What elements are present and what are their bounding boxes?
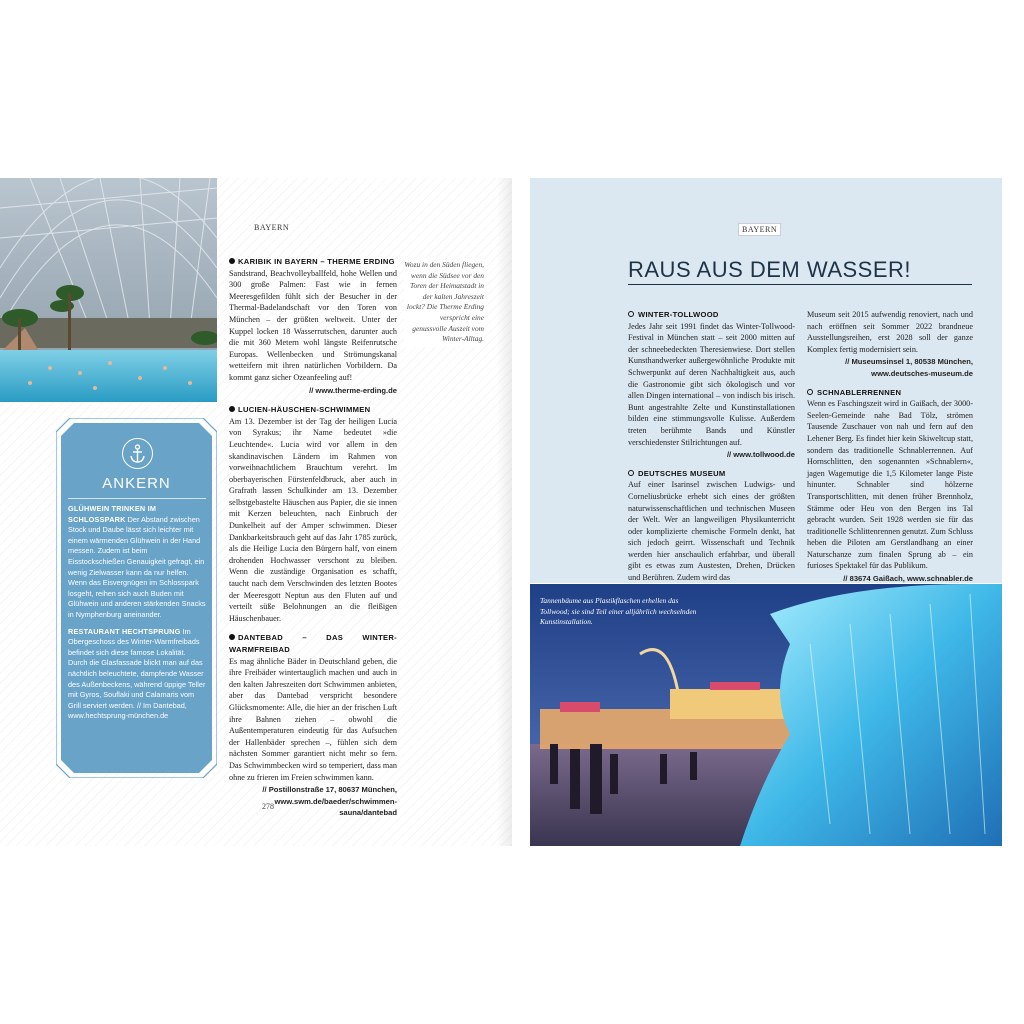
section-heading: WINTER-TOLLWOOD (628, 309, 795, 321)
section-heading: LUCIEN-HÄUSCHEN-SCHWIMMEN (229, 404, 397, 416)
circle-bullet-icon (628, 311, 634, 317)
ankern-item: GLÜHWEIN TRINKEN IM SCHLOSSPARK Der Abstand zwischen Stock und Daube lässt sich leichter mit einem wärmenden Glühwein in der Hand messen. Zudem ist beim Eisstockschießen Genauigkeit gefragt, ein wenig Zielwasser kann da nur helfen. Wenn das Eisvergnügen im Schlosspark losgeht, reihen sich auch Buden mit Glühwein und anderen stärkenden Snacks in Nymphenburg aneinander. (68, 504, 206, 619)
anchor-badge (122, 438, 153, 469)
page-title: RAUS AUS DEM WASSER! (628, 257, 912, 282)
section-heading: KARIBIK IN BAYERN – THERME ERDING (229, 256, 397, 268)
ankern-link[interactable]: // Im Dantebad, www.hechtsprung-münchen.de (68, 700, 187, 721)
section-link[interactable]: // www.therme-erding.de (309, 385, 397, 395)
book-spread (0, 178, 1024, 846)
bullet-icon (229, 406, 235, 412)
section-heading: DEUTSCHES MUSEUM (628, 468, 795, 480)
title-rule (628, 284, 972, 285)
ankern-item: RESTAURANT HECHTSPRUNG Im Obergeschoss des Winter-Warmfreibads befindet sich diese famose Lokalität. Durch die Glasfassade blickt man auf das nächtlich beleuchtete, dampfende Wasser des Außenbeckens, während üppige Teller mit Gyros, Souflaki und Calamaris vom Grill serviert werden. // Im Dantebad, www.hechtsprung-münchen.de (68, 626, 206, 721)
section-text: Wenn es Faschingszeit wird in Gaißach, der 3000-Seelen-Gemeinde nahe Bad Tölz, strömen Tausende Zuschauer von nah und fern auf den Lehener Berg. Es findet hier kein Skiweltcup statt, sondern das traditionelle Schnablerrennen. Auf Hornschlitten, den sogenannten »Schnablern«, jagen Wagemutige die 1,5 Kilometer lange Piste hinunter. Schnabler sind hölzerne Transportschlitten, mit denen früher Brennholz, Stämme oder Heu von den Bergen ins Tal gebracht wurden. Seit 1928 werden sie für das traditionelle Schlittenrennen genutzt. Zum Schluss heben die Piloten am Gerstlandhang an einer Naturschanze zum finalen Sprung ab – ein furioses Spektakel für das Publikum. (807, 399, 973, 571)
running-head: BAYERN (738, 223, 781, 236)
section-heading: DANTEBAD – DAS WINTER-WARMFREIBAD (229, 633, 397, 654)
section-link[interactable]: // Postillonstraße 17, 80637 München, www.swm.de/baeder/schwimmen-sauna/dantebad (262, 785, 397, 818)
bullet-icon (229, 634, 235, 640)
section-link[interactable]: // Museumsinsel 1, 80538 München, www.deutsches-museum.de (845, 357, 973, 378)
running-head: BAYERN (254, 223, 290, 232)
section-link[interactable]: // www.tollwood.de (726, 450, 795, 460)
section-link[interactable]: // 83674 Gaißach, www.schnabler.de (843, 574, 973, 584)
anchor-icon (123, 439, 152, 468)
section-text: Am 13. Dezember ist der Tag der heiligen Lucia von Syrakus; ihr Name bedeutet »die Leuchtende«. Lucia wird vor allem in den skandinavischen Ländern im Rahmen von vorweihnachtlichem Brauchtum verehrt. Im oberbayerischen Fürstenfeldbruck, aber auch in Grafrath lassen Schulkinder am 13. Dezember selbstgebastelte Häuschen aus Papier, die sie innen mit Kerzen beleuchten, nach Einbruch der Dunkelheit auf der Amper schwimmen. Dieser Dankbarkeitsbrauch geht auf das Jahr 1785 zurück, als die Heilige Lucia den Bürgern half, von einem drohenden Hochwasser verschont zu bleiben. Wenn die zuständige Organisation es schafft, taucht nach dem Verschwinden des letzten Bootes der Meeresgott Neptun aus den Fluten auf und verteilt süße Belohnungen an die fleißigen Häuschenbauer. (229, 416, 398, 623)
bullet-icon (229, 258, 235, 264)
section-text: Es mag ähnliche Bäder in Deutschland geben, die ihre Freibäder wintertauglich machen und auch in den kalten Jahreszeiten dort Schwimmen anbieten, aber das Dantebad verspricht besondere Glücksmomente: Alle, die hier an der frischen Luft ihre Bahnen ziehen – obwohl die Außentemperaturen eindeutig für das Aufsuchen der Hallenbäder sprechen –, fühlen sich dem nächsten Sommer garantiert nicht mehr so fern. Das Schwimmbecken wird so temperiert, dass man ohne zu frieren im Freien schwimmen kann. (229, 656, 397, 782)
circle-bullet-icon (807, 389, 813, 395)
section-text: Auf einer Isarinsel zwischen Ludwigs- und Corneliusbrücke erhebt sich eines der größten naturwissenschaftlichen und technischen Museen der Welt. Wer an langweiligen Physikunterricht oder komplizierte chemische Formeln denkt, hat sich jedoch geirrt. Wissenschaft und Technik werden hier anschaulich erfahrbar, und überall gibt es etwas zum Austesten, Drehen, Drücken und Berühren. Zudem wird das (628, 480, 795, 583)
section-text: Museum seit 2015 aufwendig renoviert, nach und nach eröffnen seit Sommer 2022 brandneue Ausstellungsreihen, erst 2028 soll der ganze Komplex fertig modernisiert sein. (807, 310, 973, 354)
section-heading: SCHNABLERRENNEN (807, 387, 973, 399)
section-text: Sandstrand, Beachvolleyballfeld, hohe Wellen und 300 große Palmen: Fast wie in fernen Meeresgefilden fühlt sich der Besucher in der Thermal-Badelandschaft vor den Toren von München – der größten weltweit. Unter der Kuppel locken 18 Wasserrutschen, darunter auch die mit 360 Metern wohl längste Reifenrutsche Europas. Wellenbecken und Strömungskanal wetteifern mit ihren natürlichen Vorbildern. Da kommt ganz sicher Ozeanfeeling auf! (229, 268, 397, 382)
ankern-box (56, 418, 217, 778)
divider (68, 498, 206, 499)
therme-erding-photo (0, 178, 217, 402)
page-number: 278 (262, 802, 274, 811)
main-column (229, 256, 397, 819)
ankern-title: ANKERN (102, 475, 171, 492)
circle-bullet-icon (628, 470, 634, 476)
section-text: Jedes Jahr seit 1991 findet das Winter-Tollwood-Festival in München statt – seit 2000 mitten auf der schneebedeckten Theresienwiese. Dort stellen Kunsthandwerker außergewöhnliche Produkte mit Schwerpunkt auf deren Nachhaltigkeit aus, auch die Gastronomie gibt sich ökologisch und vor allen Dingen international – von indisch bis irisch. Bunt angestrahlte Zelte und Kunstinstallationen bilden eine stimmungsvolle Kulisse. Außerdem treten berühmte Bands und Künstler verschiedenster Stilrichtungen auf. (628, 321, 795, 447)
left-page (0, 178, 512, 846)
pull-quote: Wozu in den Süden fliegen, wenn die Südsee vor den Toren der Heimatstadt in der kalten Jahreszeit lockt? Die Therme Erding verspricht eine genussvolle Auszeit vom Winter-Alltag. (404, 258, 484, 347)
right-column-2 (807, 309, 973, 585)
right-column-1 (628, 309, 795, 584)
photo-caption: Tannenbäume aus Plastikflaschen erhellen das Tollwood; sie sind Teil einer alljährlich wechselnden Kunstinstallation. (540, 596, 697, 627)
ankern-content (68, 504, 206, 728)
